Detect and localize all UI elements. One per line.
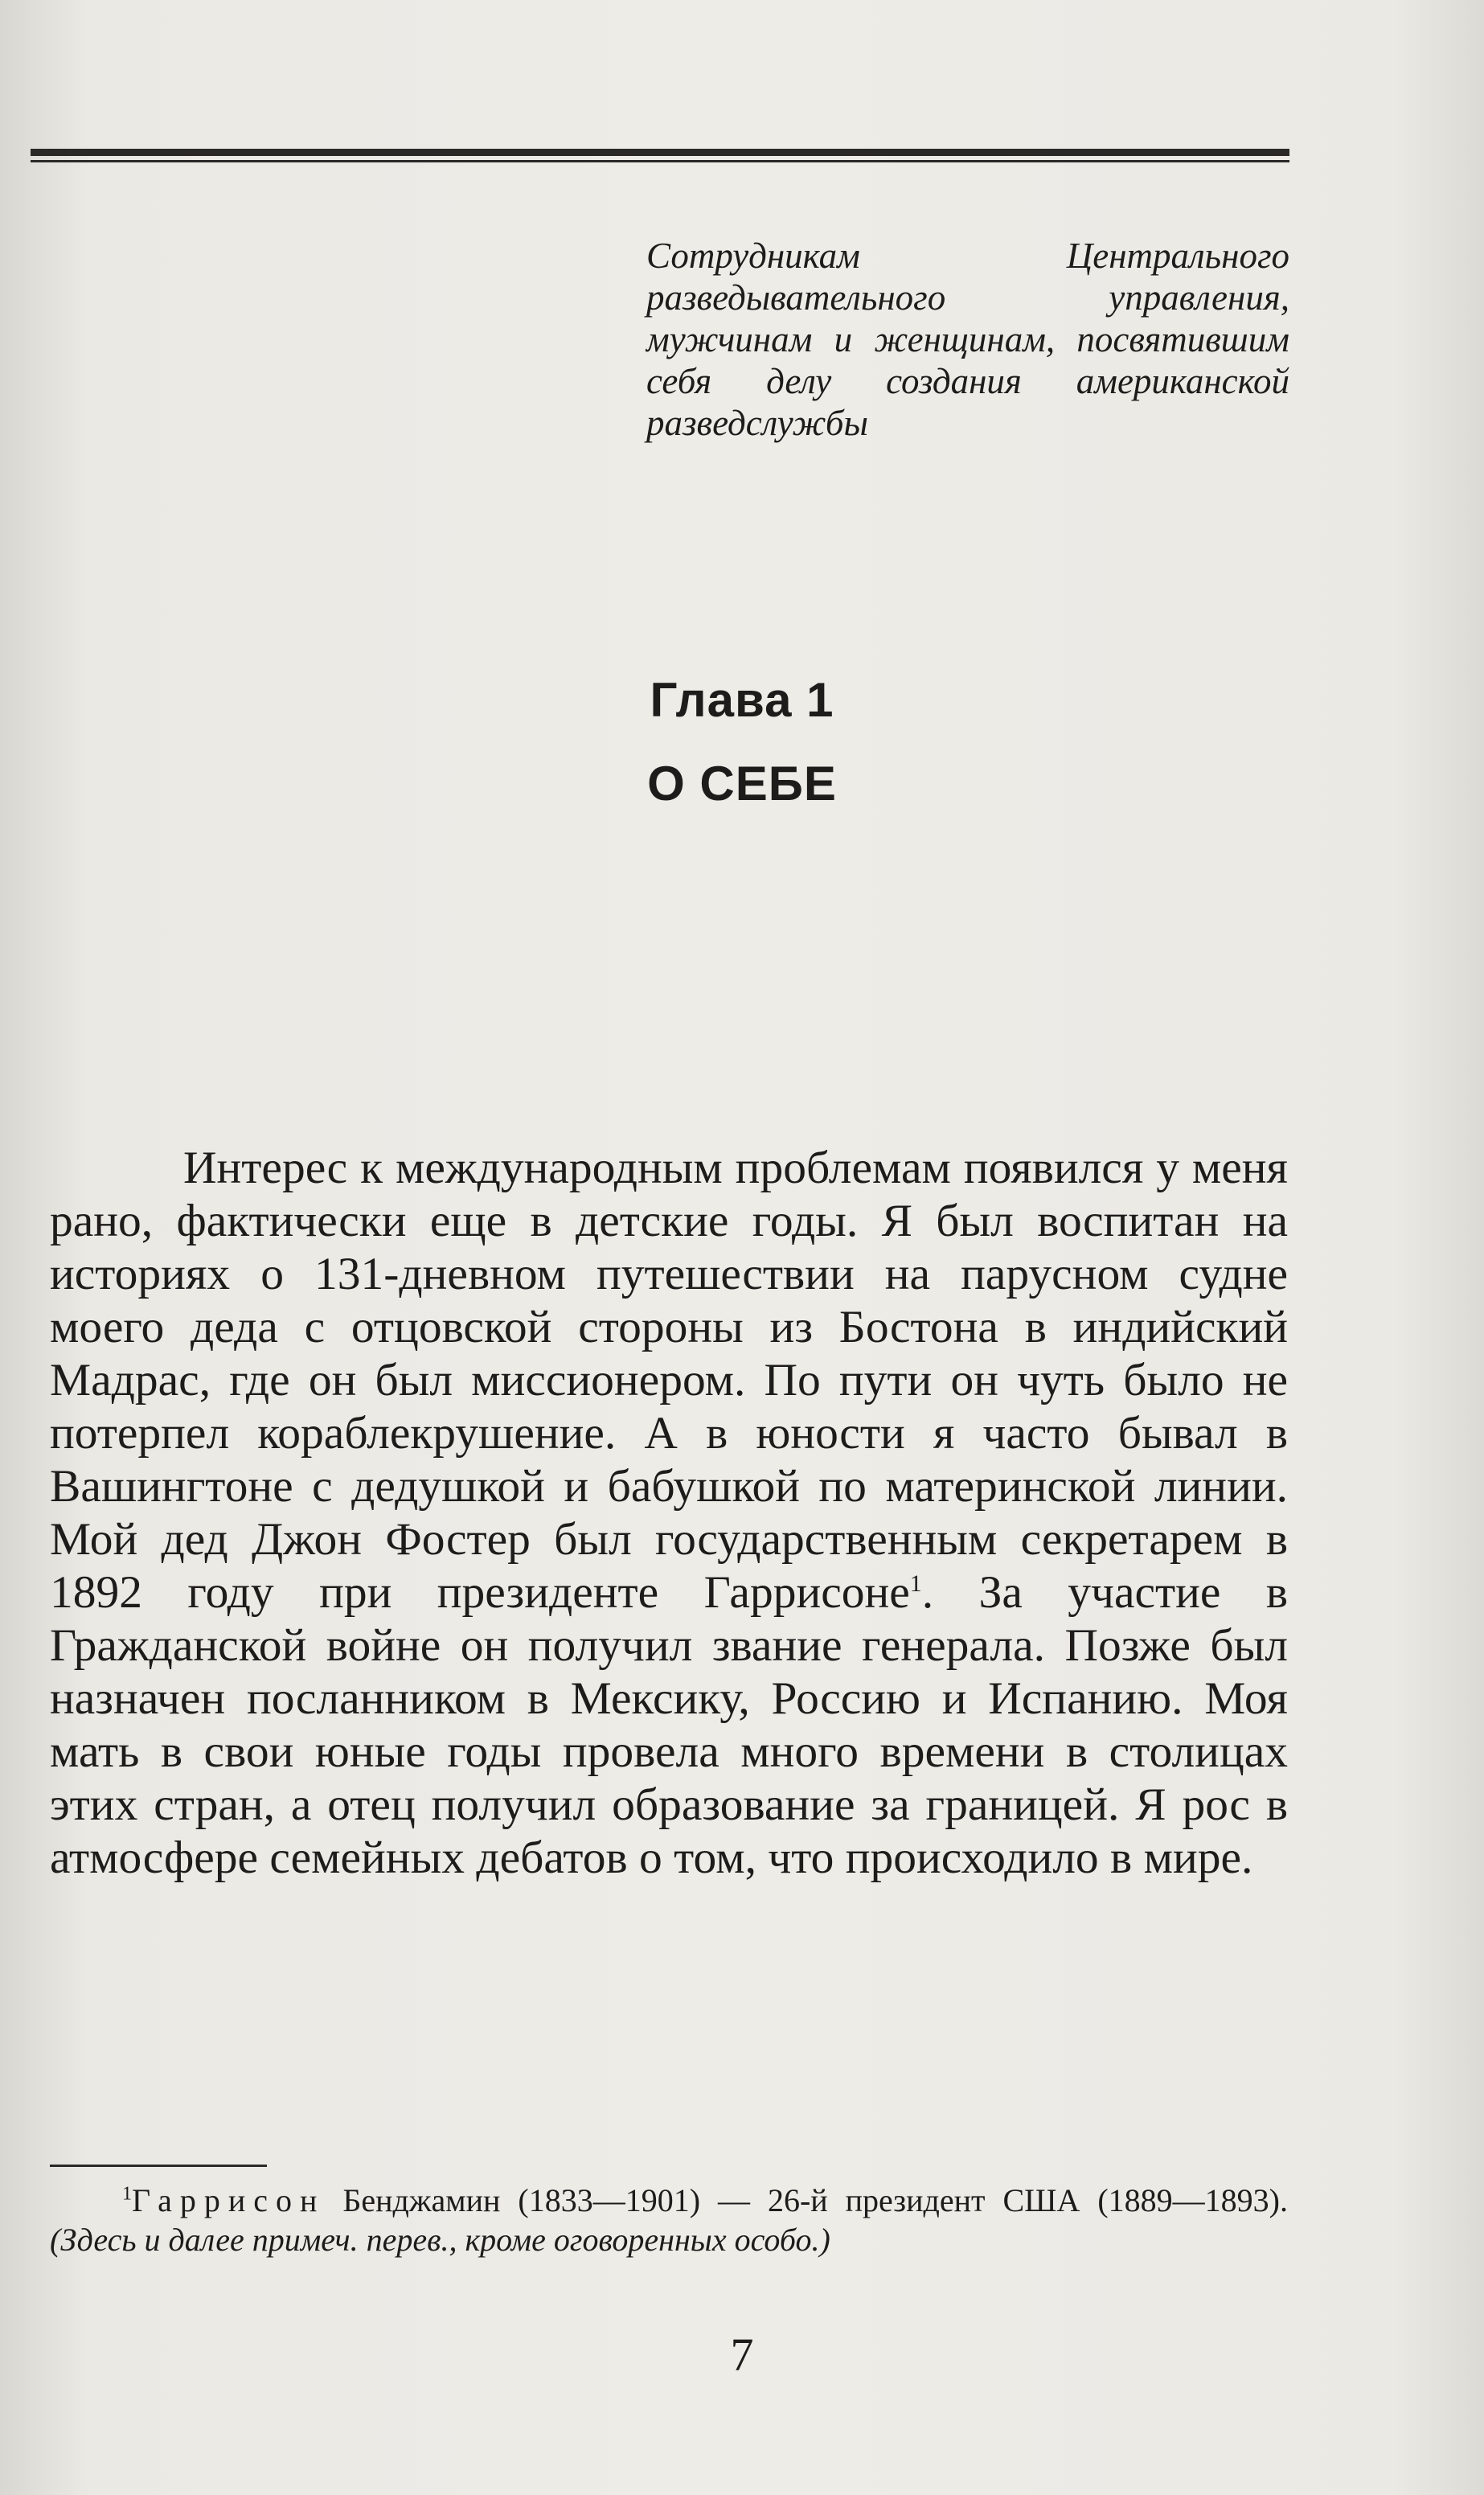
footnote-name: Гаррисон xyxy=(132,2182,326,2218)
header-double-rule xyxy=(31,149,1289,162)
chapter-title: О СЕБЕ xyxy=(647,757,837,810)
header-rule-thick xyxy=(31,149,1289,156)
footnote-separator xyxy=(50,2165,267,2167)
footnote-marker: 1 xyxy=(122,2183,132,2205)
footnote-paragraph xyxy=(50,2181,1288,2259)
chapter-number: Глава 1 xyxy=(650,673,834,727)
header-rule-thin xyxy=(31,160,1289,162)
footnote-reference: 1 xyxy=(909,1570,922,1597)
body-paragraph-part-2: . За участие в Гражданской войне он получил звание генерала. Позже был назначен посланником в Мексику, Россию и Испанию. Моя мать в свои юные годы провела много времени в столицах этих стран, а отец получил образование за границей. Я рос в атмосфере семейных дебатов о том, что происходило в мире. xyxy=(50,1567,1288,1883)
body-text xyxy=(50,1142,1288,1885)
body-paragraph-part-1: Интерес к международным проблемам появился у меня рано, фактически еще в детские годы. Я был воспитан на историях о 131-дневном путешествии на парусном судне моего деда с отцовской стороны из Бостона в индийский Мадрас, где он был миссионером. По пути он чуть было не потерпел кораблекрушение. А в юности я часто бывал в Вашингтоне с дедушкой и бабушкой по материнской линии. Мой дед Джон Фостер был государственным секретарем в 1892 году при президенте Гаррисоне xyxy=(50,1143,1288,1618)
footnote xyxy=(50,2181,1288,2259)
dedication-epigraph: Сотрудникам Центрального разведывательного управления, мужчинам и женщинам, посвятившим себя делу создания американской разведслужбы xyxy=(646,236,1289,443)
footnote-text: Бенджамин (1833—1901) — 26-й президент США (1889—1893). xyxy=(325,2182,1288,2218)
footnote-translator-note: (Здесь и далее примеч. перев., кроме оговоренных особо.) xyxy=(50,2222,830,2258)
page-number: 7 xyxy=(730,2329,754,2381)
body-paragraph xyxy=(50,1142,1288,1885)
